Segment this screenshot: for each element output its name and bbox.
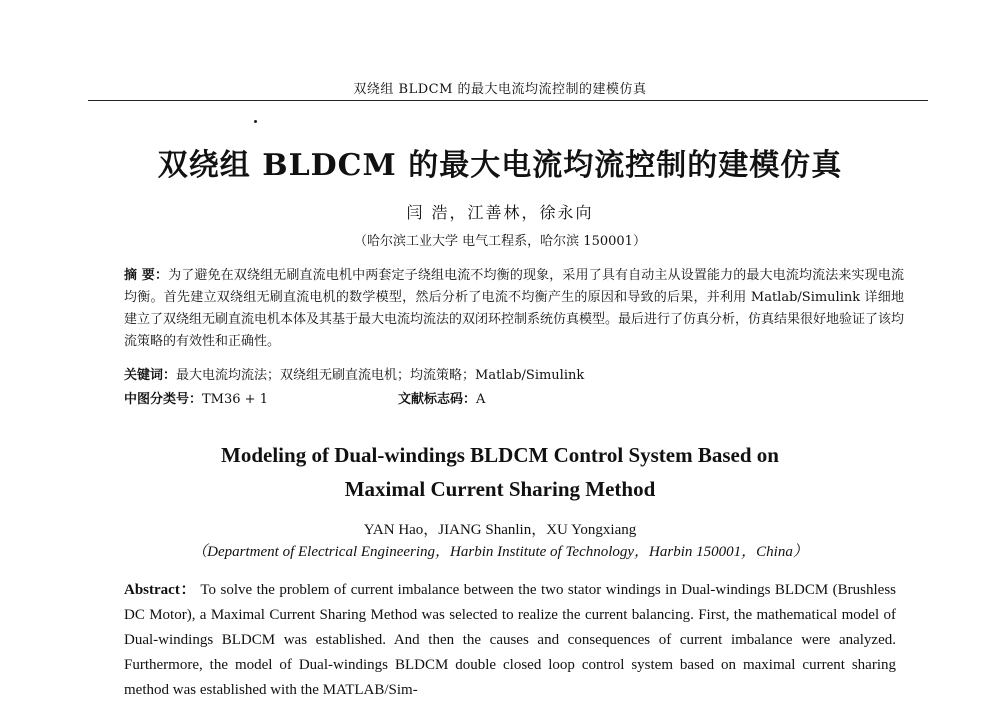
chinese-keywords [124,364,584,383]
chinese-abstract [124,265,904,353]
english-authors: YAN Hao，JIANG Shanlin，XU Yongxiang [363,522,637,538]
chinese-affiliation: （哈尔滨工业大学 电气工程系，哈尔滨 150001） [354,234,646,249]
classification-label: 中图分类号： [124,392,203,407]
english-title-line2: Maximal Current Sharing Method [344,477,656,501]
chinese-abstract-text: 为了避免在双绕组无刷直流电机中两套定子绕组电流不均衡的现象，采用了具有自动主从设置能力的最大电流均流法来实现电流均衡。首先建立双绕组无刷直流电机的数学模型，然后分析了电流不均衡产生的原因和导致的后果，并利用 Matlab/Simulink 详细地建立了双绕组无刷直流电机本体及其基于最大电流均流法的双闭环控制系统仿真模型。最后进行了仿真分析，仿真结果很好地验证了该均流策略的有效性和正确性。 [124,268,905,349]
english-affiliation: （Department of Electrical Engineering，Harbin Institute of Technology，Harbin 150001，China） [192,544,808,560]
chinese-authors: 闫 浩，江善林，徐永向 [406,203,594,222]
keywords-label: 关键词： [124,368,177,383]
running-head: 双绕组 BLDCM 的最大电流均流控制的建模仿真 [353,82,647,97]
english-abstract-text: To solve the problem of current imbalance between the two stator windings in Dual-windings BLDCM (Brushless DC Motor), a Maximal Current Sharing Method was selected to realize the current balancing. First, the mathematical model of Dual-windings BLDCM was established. And then the causes and consequences of current imbalance were analyzed. Furthermore, the model of Dual-windings BLDCM double closed loop control system based on maximal current sharing method was established with the MATLAB/Sim- [124,582,897,698]
english-abstract-label: Abstract： [124,582,197,598]
classification-number [124,388,268,407]
doc-code-label: 文献标志码： [398,392,477,407]
english-title-line1: Modeling of Dual-windings BLDCM Control System Based on [221,443,779,467]
classification-text: TM36 + 1 [202,392,268,407]
doc-code-text: A [476,392,486,407]
english-abstract [124,578,896,703]
english-title [0,438,1000,506]
chinese-title: 双绕组 BLDCM 的最大电流均流控制的建模仿真 [157,148,843,183]
document-code [398,388,485,407]
ink-dot [254,120,257,123]
chinese-abstract-label: 摘 要： [124,268,169,283]
keywords-text: 最大电流均流法；双绕组无刷直流电机；均流策略；Matlab/Simulink [176,368,585,383]
header-rule [88,100,928,101]
